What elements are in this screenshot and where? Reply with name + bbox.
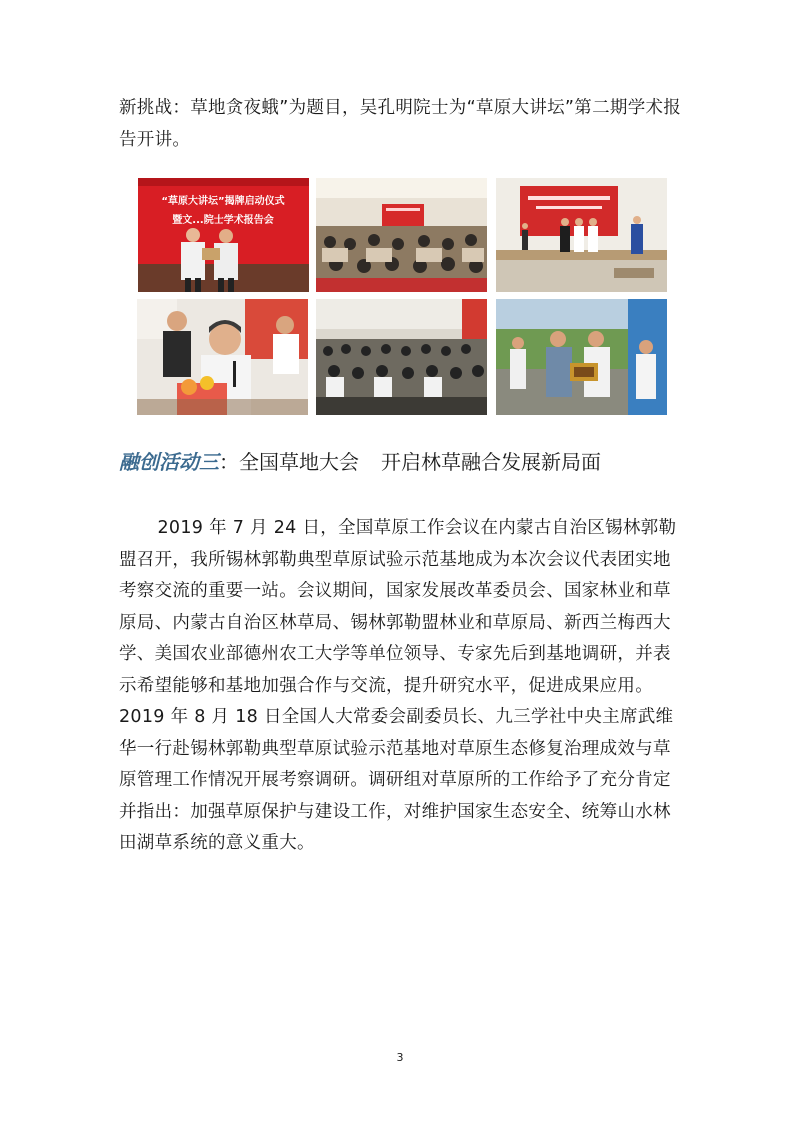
section-heading xyxy=(119,446,719,475)
paragraph-body: 2019 年 7 月 24 日，全国草原工作会议在内蒙古自治区锡林郭勒盟召开，我所锡林郭勒典型草原试验示范基地成为本次会议代表团实地考察交流的重要一站。会议期间，国家发展改革委员会、国家林业和草原局、内蒙古自治区林草局、锡林郭勒盟林业和草原局、新西兰梅西大学、美国农业部德州农工大学等单位领导、专家先后到基地调研，并表示希望能够和基地加强合作与交流，提升研究水平，促进成果应用。2019 年 8 月 18 日全国人大常委会副委员长、九三学社中央主席武维华一行赴锡林郭勒典型草原试验示范基地对草原生态修复治理成效与草原管理工作情况开展考察调研。调研组对草原所的工作给予了充分肯定并指出：加强草原保护与建设工作，对维护国家生态安全、统筹山水林田湖草系统的意义重大。 xyxy=(119,518,677,853)
photo-audience xyxy=(316,299,487,415)
banner-line-1: “草原大讲坛”揭牌启动仪式 xyxy=(161,196,285,207)
photo-plaque-presentation xyxy=(496,299,667,415)
photo-launch-ceremony xyxy=(138,178,309,292)
banner-line-2: 暨文...院士学术报告会 xyxy=(172,215,274,226)
page-number: 3 xyxy=(396,1051,404,1064)
heading-lead: 融创活动三 xyxy=(119,450,219,474)
heading-part2: 开启林草融合发展新局面 xyxy=(381,450,601,474)
heading-colon: ： xyxy=(219,450,239,474)
paragraph-intro: 新挑战：草地贪夜蛾”为题目，吴孔明院士为“草原大讲坛”第二期学术报告开讲。 xyxy=(119,98,682,150)
photo-stage-presentation xyxy=(496,178,667,292)
heading-part1: 全国草地大会 xyxy=(239,450,359,474)
photo-lecture-hall xyxy=(316,178,487,292)
photo-speaker xyxy=(137,299,308,415)
